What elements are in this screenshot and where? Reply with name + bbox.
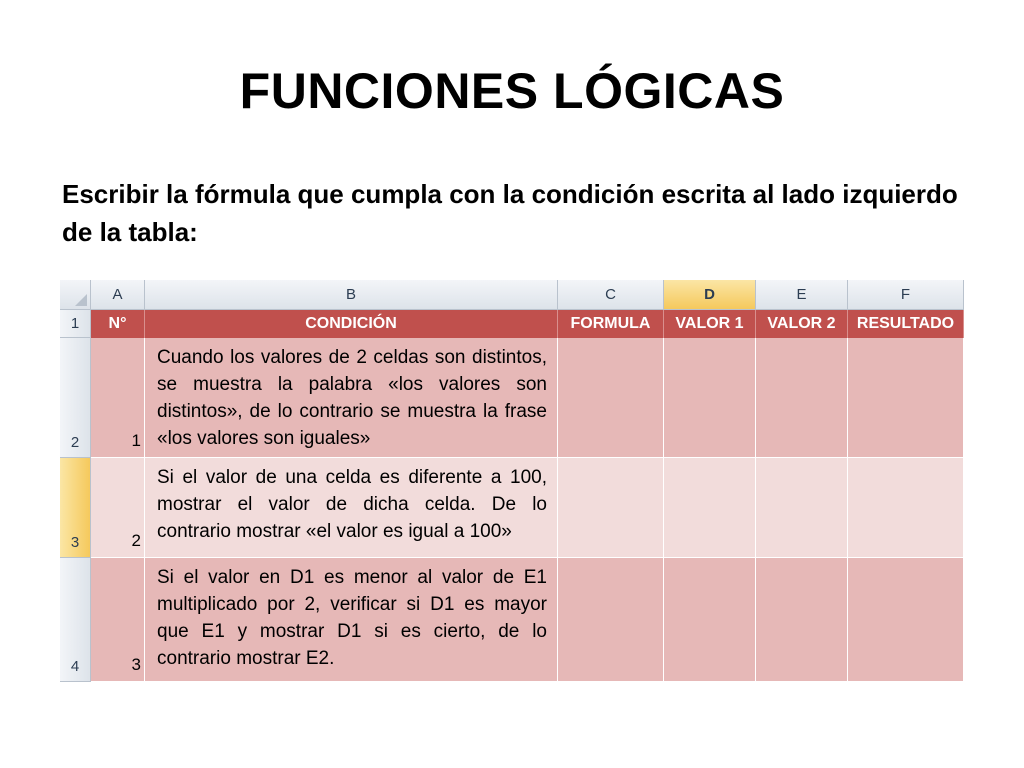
row-header-2[interactable]: 2: [60, 338, 91, 458]
column-header-f[interactable]: F: [848, 280, 964, 310]
cell-b4-condition[interactable]: Si el valor en D1 es menor al valor de E1 multiplicado por 2, verificar si D1 es mayor que E1 y mostrar D1 si es cierto, de lo contrario mostrar E2.: [145, 558, 558, 682]
cell-a2-number[interactable]: 1: [91, 338, 145, 458]
cell-e3-value-2[interactable]: [756, 458, 848, 558]
cell-b3-condition[interactable]: Si el valor de una celda es diferente a 100, mostrar el valor de dicha celda. De lo contrario mostrar «el valor es igual a 100»: [145, 458, 558, 558]
cell-e4-value-2[interactable]: [756, 558, 848, 682]
cell-a3-number[interactable]: 2: [91, 458, 145, 558]
cell-d4-value-1[interactable]: [664, 558, 756, 682]
row-header-3[interactable]: 3: [60, 458, 91, 558]
cell-f2-result[interactable]: [848, 338, 964, 458]
header-formula[interactable]: FORMULA: [558, 310, 664, 338]
instruction-text: Escribir la fórmula que cumpla con la condición escrita al lado izquierdo de la tabla:: [62, 179, 958, 247]
column-header-d[interactable]: D: [664, 280, 756, 310]
spreadsheet-table: [60, 280, 964, 682]
cell-d2-value-1[interactable]: [664, 338, 756, 458]
column-header-c[interactable]: C: [558, 280, 664, 310]
cell-c4-formula[interactable]: [558, 558, 664, 682]
cell-d3-value-1[interactable]: [664, 458, 756, 558]
column-header-a[interactable]: A: [91, 280, 145, 310]
cell-a4-number[interactable]: 3: [91, 558, 145, 682]
cell-c3-formula[interactable]: [558, 458, 664, 558]
header-result[interactable]: RESULTADO: [848, 310, 964, 338]
row-header-4[interactable]: 4: [60, 558, 91, 682]
slide-title: FUNCIONES LÓGICAS: [239, 63, 785, 119]
cell-f4-result[interactable]: [848, 558, 964, 682]
column-header-b[interactable]: B: [145, 280, 558, 310]
select-all-icon: [75, 294, 87, 306]
column-header-e[interactable]: E: [756, 280, 848, 310]
header-condition[interactable]: CONDICIÓN: [145, 310, 558, 338]
header-value-2[interactable]: VALOR 2: [756, 310, 848, 338]
header-value-1[interactable]: VALOR 1: [664, 310, 756, 338]
select-all-corner[interactable]: [60, 280, 91, 310]
cell-c2-formula[interactable]: [558, 338, 664, 458]
cell-e2-value-2[interactable]: [756, 338, 848, 458]
header-number[interactable]: N°: [91, 310, 145, 338]
row-header-1[interactable]: 1: [60, 310, 91, 338]
cell-f3-result[interactable]: [848, 458, 964, 558]
cell-b2-condition[interactable]: Cuando los valores de 2 celdas son distintos, se muestra la palabra «los valores son distintos», de lo contrario se muestra la frase «los valores son iguales»: [145, 338, 558, 458]
